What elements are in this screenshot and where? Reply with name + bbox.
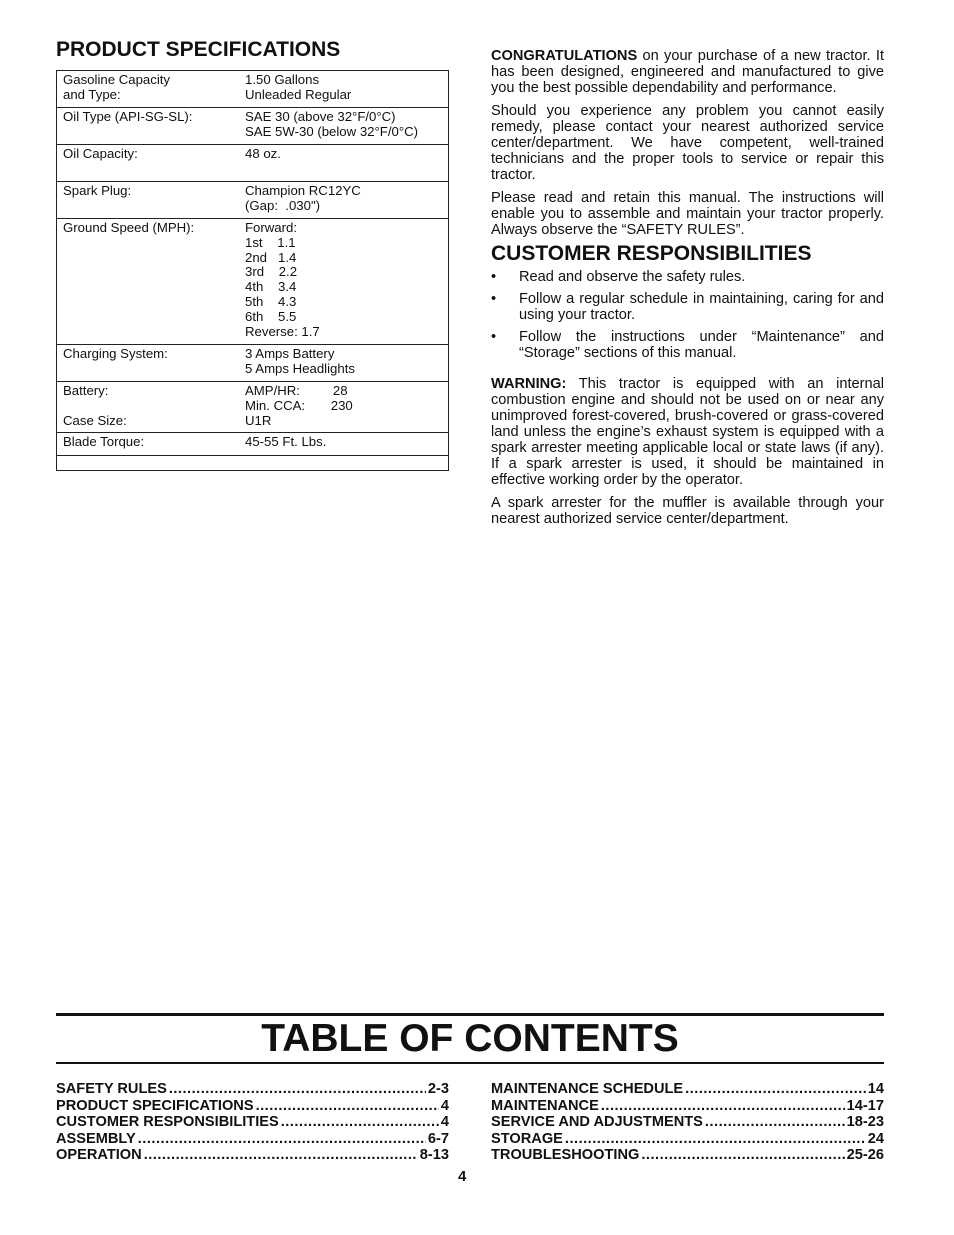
spec-row <box>57 71 448 108</box>
spec-value-line: 1st 1.1 <box>245 234 296 250</box>
toc-entry[interactable] <box>56 1147 449 1164</box>
spec-label-line: Oil Type (API-SG-SL): <box>63 109 193 124</box>
spec-label-line: and Type: <box>63 86 121 102</box>
problem-paragraph: Should you experience any problem you cannot easily remedy, please contact your nearest authorized service center/department. We have competent, well-trained technicians and the proper tools to service or repair this tractor. <box>491 103 884 183</box>
toc-entry[interactable] <box>56 1098 449 1115</box>
toc-entry-page: 4 <box>440 1114 449 1130</box>
toc-leader-dots <box>565 1131 866 1148</box>
spec-value-line: (Gap: .030") <box>245 197 321 213</box>
spec-value-line: 4th 3.4 <box>245 279 297 295</box>
toc-leader-dots <box>138 1131 426 1148</box>
toc-top-rule <box>56 1013 884 1016</box>
spec-row <box>57 108 448 145</box>
spec-label <box>63 458 67 473</box>
spec-value-line: 48 oz. <box>245 146 281 161</box>
spec-label <box>63 221 194 236</box>
toc-bottom-rule <box>56 1062 884 1064</box>
page-number: 4 <box>458 1168 467 1185</box>
spec-label <box>63 384 127 428</box>
toc-leader-dots <box>685 1081 866 1098</box>
spec-row <box>57 345 448 382</box>
intro-section <box>491 48 884 238</box>
product-specifications-heading: PRODUCT SPECIFICATIONS <box>56 38 341 61</box>
spec-label-line: Gasoline Capacity <box>63 72 171 87</box>
spec-row <box>57 182 448 219</box>
toc-entry[interactable] <box>56 1081 449 1098</box>
toc-entry-page: 14 <box>867 1081 884 1097</box>
toc-leader-dots <box>641 1147 844 1164</box>
spec-label <box>63 110 192 125</box>
spec-label-line: Blade Torque: <box>63 434 145 449</box>
toc-entry-title: STORAGE <box>491 1130 563 1147</box>
spec-value <box>245 184 361 214</box>
congratulations-text: on your purchase of a new tractor. It has been designed, engineered and manufactured to give you the best possible dependability and performance. <box>491 48 884 96</box>
responsibility-text: Follow the instructions under “Maintenance” and “Storage” sections of this manual. <box>519 329 884 361</box>
spark-arrester-paragraph: A spark arrester for the muffler is available through your nearest authorized service center/department. <box>491 495 884 527</box>
bullet-icon: • <box>491 329 497 345</box>
toc-entry[interactable] <box>491 1098 884 1115</box>
spec-value <box>245 435 326 450</box>
toc-leader-dots <box>144 1147 418 1164</box>
spec-value-line: SAE 30 (above 32°F/0°C) <box>245 109 396 124</box>
spec-label-line: Oil Capacity: <box>63 146 138 161</box>
spec-row <box>57 145 448 182</box>
responsibility-text: Follow a regular schedule in maintaining, caring for and using your tractor. <box>519 291 884 323</box>
spec-value-line: Champion RC12YC <box>245 183 361 198</box>
spec-label-line: Ground Speed (MPH): <box>63 220 195 235</box>
toc-entry-title: CUSTOMER RESPONSIBILITIES <box>56 1114 279 1130</box>
toc-entry-page: 18-23 <box>846 1114 884 1130</box>
bullet-icon: • <box>491 269 497 285</box>
spec-value-line: Unleaded Regular <box>245 86 352 102</box>
responsibility-text: Read and observe the safety rules. <box>519 269 746 285</box>
toc-entry-page: 8-13 <box>419 1147 449 1163</box>
spec-row <box>57 382 448 433</box>
spec-label <box>63 73 170 103</box>
toc-entry-title: SAFETY RULES <box>56 1081 167 1097</box>
retain-paragraph: Please read and retain this manual. The instructions will enable you to assemble and maintain your tractor properly. Always observe the “SAFETY RULES”. <box>491 190 884 238</box>
spec-value-line: Reverse: 1.7 <box>245 323 320 339</box>
spec-label-line: Spark Plug: <box>63 183 132 198</box>
toc-entry[interactable] <box>491 1131 884 1148</box>
toc-entry-page: 4 <box>440 1097 449 1114</box>
toc-title: TABLE OF CONTENTS <box>261 1017 679 1060</box>
toc-entry-title: MAINTENANCE SCHEDULE <box>491 1081 684 1097</box>
spec-value-line: 45-55 Ft. Lbs. <box>245 434 327 449</box>
responsibilities-list <box>491 269 884 367</box>
spec-label <box>63 347 168 362</box>
warning-label: WARNING: <box>491 376 567 392</box>
responsibility-item <box>491 269 884 285</box>
spec-label <box>63 184 131 199</box>
toc-leader-dots <box>169 1081 426 1098</box>
congratulations-label: CONGRATULATIONS <box>491 48 638 64</box>
spec-value-line: 3rd 2.2 <box>245 264 298 280</box>
toc-entry-title: OPERATION <box>56 1147 142 1163</box>
spec-value-line: Forward: <box>245 220 298 235</box>
spec-row <box>57 219 448 345</box>
spec-value-line: Min. CCA: 230 <box>245 397 353 413</box>
spec-value <box>245 458 249 473</box>
spec-value-line: AMP/HR: 28 <box>245 383 348 398</box>
spec-value <box>245 384 353 428</box>
spec-label-line <box>63 399 127 414</box>
warning-section <box>491 376 884 527</box>
spec-value <box>245 73 351 103</box>
spec-value-line: 3 Amps Battery <box>245 346 335 361</box>
bullet-icon: • <box>491 291 497 307</box>
toc-entry-title: ASSEMBLY <box>56 1130 136 1147</box>
spec-value-line: SAE 5W-30 (below 32°F/0°C) <box>245 123 419 139</box>
toc-entry-title: TROUBLESHOOTING <box>491 1147 640 1163</box>
toc-entry-page: 14-17 <box>846 1097 884 1114</box>
toc-leader-dots <box>281 1114 439 1131</box>
spec-value <box>245 221 320 339</box>
toc-entry-page: 6-7 <box>427 1130 449 1147</box>
spec-row <box>57 433 448 456</box>
toc-leader-dots <box>601 1098 845 1115</box>
spec-value-line <box>245 458 249 473</box>
spec-label-line: Charging System: <box>63 346 168 361</box>
spec-table <box>56 70 449 471</box>
toc-entry-title: SERVICE AND ADJUSTMENTS <box>491 1114 703 1130</box>
toc-right-column <box>491 1081 884 1164</box>
spec-value-line: U1R <box>245 412 272 428</box>
spec-value <box>245 110 418 140</box>
toc-entry[interactable] <box>491 1114 884 1131</box>
spec-value-line: 5 Amps Headlights <box>245 360 355 376</box>
spec-label-line <box>63 458 67 473</box>
toc-entry-page: 25-26 <box>846 1147 884 1163</box>
responsibility-item <box>491 291 884 323</box>
spec-label-line: Battery: <box>63 383 109 398</box>
spec-value <box>245 347 355 377</box>
warning-paragraph <box>491 376 884 488</box>
toc-entry[interactable] <box>491 1081 884 1098</box>
toc-entry[interactable] <box>56 1131 449 1148</box>
spec-label <box>63 147 138 162</box>
spec-value-line: 6th 5.5 <box>245 308 297 324</box>
spec-value-line: 1.50 Gallons <box>245 72 320 87</box>
congratulations-paragraph <box>491 48 884 96</box>
spec-value-line: 5th 4.3 <box>245 293 297 309</box>
toc-entry[interactable] <box>491 1147 884 1164</box>
toc-leader-dots <box>256 1098 439 1115</box>
warning-text: This tractor is equipped with an internal combustion engine and should not be used on or near any unimproved forest-covered, brush-covered or grass-covered land unless the engine’s exhaust system is equipped with a spark arrester meeting applicable local or state laws (if any). If a spark arrester is used, it should be maintained in effective working order by the operator. <box>491 376 884 488</box>
toc-entry-title: MAINTENANCE <box>491 1097 599 1114</box>
toc-entry[interactable] <box>56 1114 449 1131</box>
toc-entry-title: PRODUCT SPECIFICATIONS <box>56 1097 254 1114</box>
toc-entry-page: 2-3 <box>427 1081 449 1097</box>
toc-entry-page: 24 <box>867 1130 884 1147</box>
spec-label-line: Case Size: <box>63 412 127 428</box>
toc-left-column <box>56 1081 449 1164</box>
spec-row <box>57 456 448 470</box>
responsibility-item <box>491 329 884 361</box>
customer-responsibilities-heading: CUSTOMER RESPONSIBILITIES <box>491 242 812 265</box>
spec-value <box>245 147 281 162</box>
toc-leader-dots <box>705 1114 845 1131</box>
spec-value-line: 2nd 1.4 <box>245 249 297 265</box>
spec-label <box>63 435 144 450</box>
